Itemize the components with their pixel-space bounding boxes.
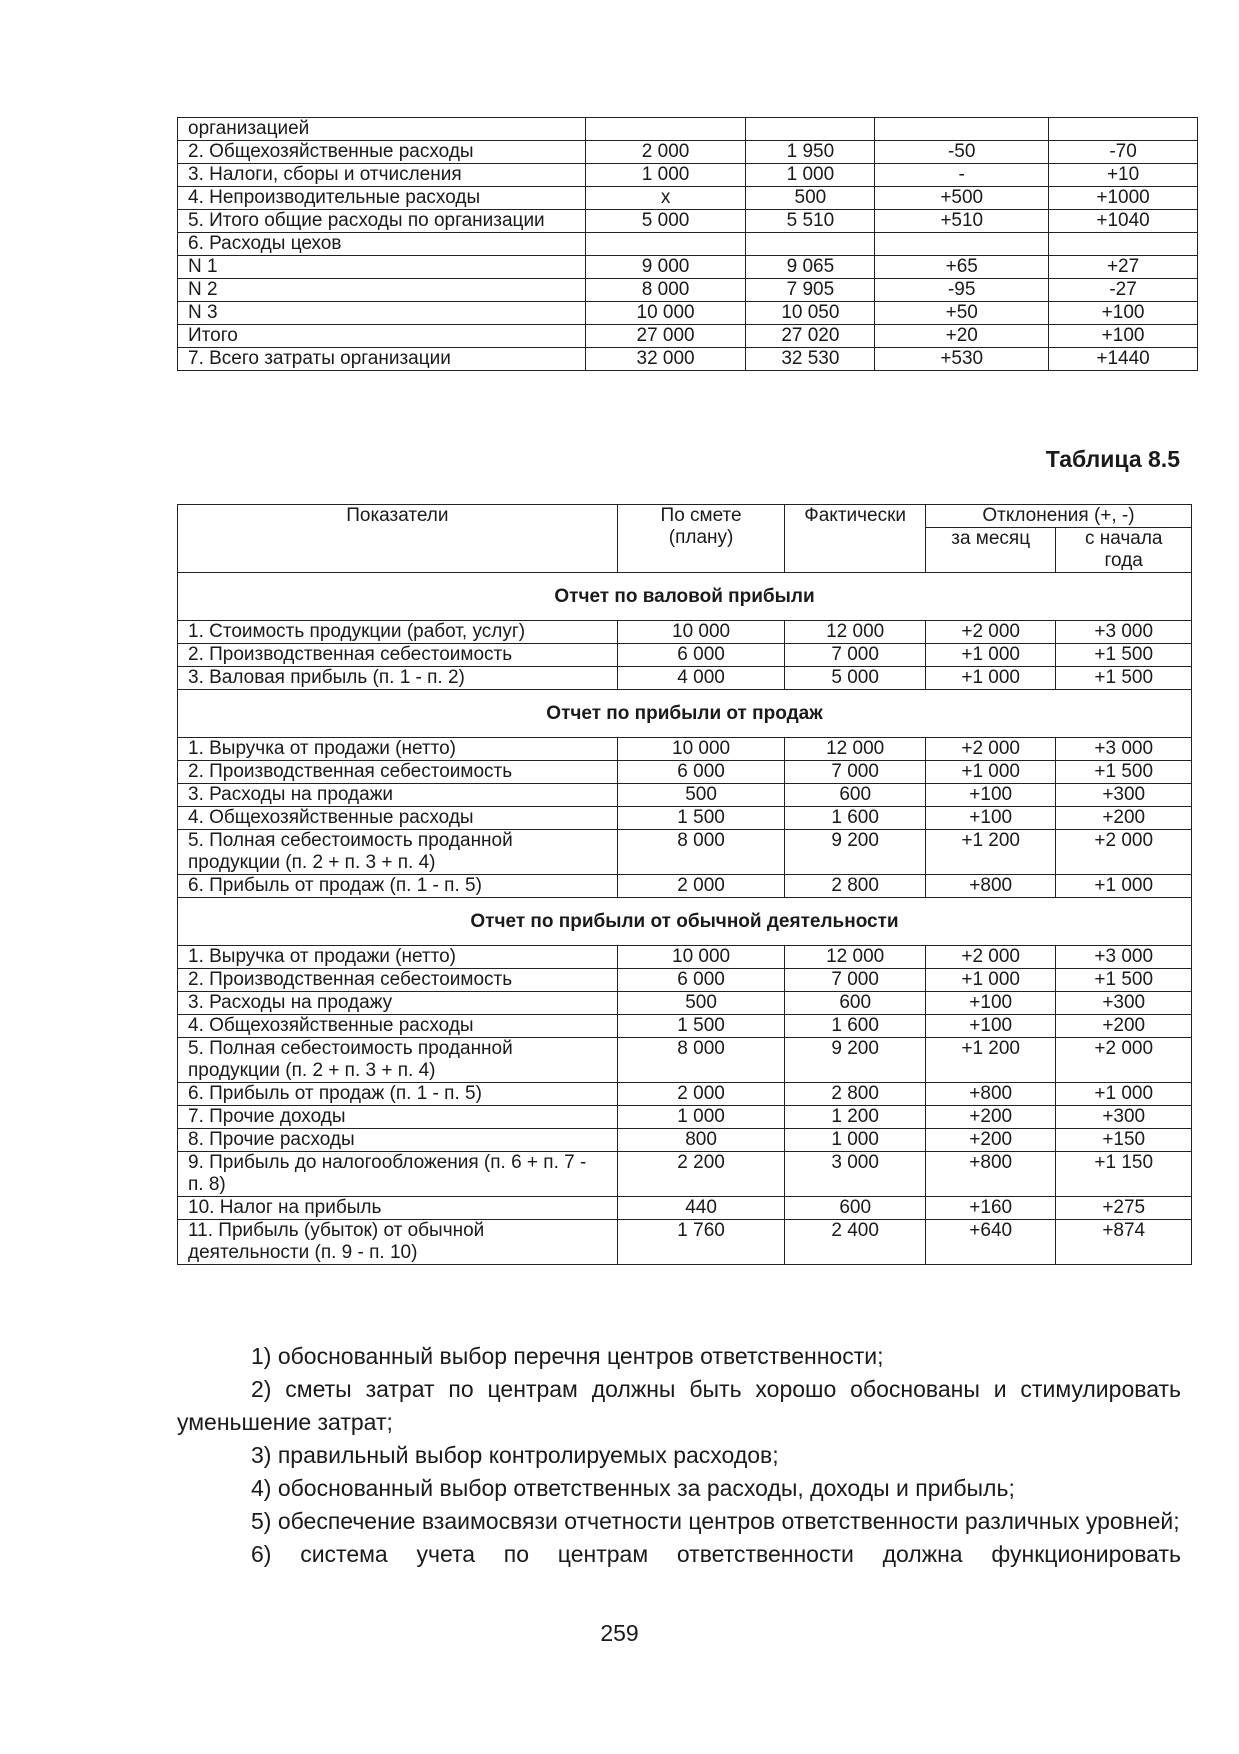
- table-row: [178, 946, 1192, 969]
- row-value: 1 950: [746, 141, 875, 164]
- row-label: 4. Непроизводительные расходы: [178, 187, 586, 210]
- row-value: 2 000: [585, 141, 746, 164]
- row-value: 500: [746, 187, 875, 210]
- row-value: 12 000: [785, 946, 926, 969]
- row-value: +530: [875, 348, 1049, 371]
- row-value: 9 200: [785, 830, 926, 875]
- row-value: [1049, 233, 1198, 256]
- table-row: [178, 325, 1198, 348]
- row-value: +10: [1049, 164, 1198, 187]
- row-label: N 2: [178, 279, 586, 302]
- table-row: [178, 164, 1198, 187]
- section-header-row: [178, 898, 1192, 946]
- row-value: -95: [875, 279, 1049, 302]
- cost-table: [177, 117, 1198, 371]
- row-value: +640: [925, 1220, 1056, 1265]
- row-value: +2 000: [1056, 1038, 1192, 1083]
- row-value: 600: [785, 784, 926, 807]
- row-value: 10 000: [617, 946, 785, 969]
- paragraph-3: 3) правильный выбор контролируемых расходов;: [251, 1442, 779, 1468]
- paragraph-4: 4) обоснованный выбор ответственных за расходы, доходы и прибыль;: [251, 1475, 1015, 1501]
- row-value: 10 000: [617, 738, 785, 761]
- page-number: 259: [600, 1620, 639, 1646]
- row-value: 500: [617, 992, 785, 1015]
- row-label: организацией: [178, 118, 586, 141]
- row-value: 3 000: [785, 1152, 926, 1197]
- table-row: [178, 761, 1192, 784]
- row-value: 1 500: [617, 1015, 785, 1038]
- row-value: 5 510: [746, 210, 875, 233]
- row-label: 3. Налоги, сборы и отчисления: [178, 164, 586, 187]
- row-value: +200: [925, 1129, 1056, 1152]
- row-value: 7 000: [785, 761, 926, 784]
- row-value: 10 000: [585, 302, 746, 325]
- row-value: +100: [925, 1015, 1056, 1038]
- row-value: +160: [925, 1197, 1056, 1220]
- row-value: +2 000: [925, 738, 1056, 761]
- row-value: [585, 233, 746, 256]
- table-row: [178, 875, 1192, 898]
- table-row: [178, 279, 1198, 302]
- row-value: 1 200: [785, 1106, 926, 1129]
- row-label: 1. Выручка от продажи (нетто): [178, 946, 618, 969]
- header-ytd: с начала года: [1056, 528, 1192, 573]
- row-value: +100: [925, 992, 1056, 1015]
- row-label: 4. Общехозяйственные расходы: [178, 807, 618, 830]
- row-value: +1440: [1049, 348, 1198, 371]
- row-value: +1 000: [925, 969, 1056, 992]
- row-value: +200: [1056, 1015, 1192, 1038]
- row-value: 800: [617, 1129, 785, 1152]
- table-row: [178, 1197, 1192, 1220]
- table-row: [178, 118, 1198, 141]
- table-row: [178, 1015, 1192, 1038]
- row-value: 12 000: [785, 621, 926, 644]
- header-row: [178, 505, 1192, 528]
- row-value: 5 000: [785, 667, 926, 690]
- row-value: 1 000: [617, 1106, 785, 1129]
- row-label: 2. Производственная себестоимость: [178, 761, 618, 784]
- paragraph-1: 1) обоснованный выбор перечня центров ответственности;: [251, 1343, 884, 1369]
- row-label: 3. Расходы на продажу: [178, 992, 618, 1015]
- row-value: 440: [617, 1197, 785, 1220]
- row-value: 7 905: [746, 279, 875, 302]
- row-value: +275: [1056, 1197, 1192, 1220]
- row-label: 1. Стоимость продукции (работ, услуг): [178, 621, 618, 644]
- row-value: -: [875, 164, 1049, 187]
- header-plan: По смете (плану): [617, 505, 785, 573]
- row-value: 12 000: [785, 738, 926, 761]
- row-value: 2 200: [617, 1152, 785, 1197]
- row-value: 9 200: [785, 1038, 926, 1083]
- row-value: 7 000: [785, 969, 926, 992]
- row-label: N 3: [178, 302, 586, 325]
- table-row: [178, 621, 1192, 644]
- row-value: 600: [785, 1197, 926, 1220]
- row-value: [746, 233, 875, 256]
- section-title: Отчет по прибыли от обычной деятельности: [178, 898, 1192, 946]
- row-value: +1 500: [1056, 761, 1192, 784]
- row-value: +1 000: [1056, 875, 1192, 898]
- section-title: Отчет по прибыли от продаж: [178, 690, 1192, 738]
- row-value: 8 000: [617, 1038, 785, 1083]
- paragraph-6: 6) система учета по центрам ответственности должна функционировать: [251, 1541, 1181, 1567]
- row-label: 6. Прибыль от продаж (п. 1 - п. 5): [178, 875, 618, 898]
- row-value: 500: [617, 784, 785, 807]
- table-row: [178, 969, 1192, 992]
- row-value: +300: [1056, 992, 1192, 1015]
- table-row: [178, 1038, 1192, 1083]
- row-value: +800: [925, 1152, 1056, 1197]
- row-value: +1 000: [925, 667, 1056, 690]
- profit-report-table: [177, 504, 1192, 1265]
- row-value: 1 600: [785, 1015, 926, 1038]
- table-title: Таблица 8.5: [1045, 446, 1180, 472]
- row-value: +200: [925, 1106, 1056, 1129]
- row-value: +100: [925, 784, 1056, 807]
- row-value: +1040: [1049, 210, 1198, 233]
- row-value: +1 200: [925, 830, 1056, 875]
- profit-report-body: [178, 573, 1192, 1265]
- table-row: [178, 302, 1198, 325]
- row-value: +1 200: [925, 1038, 1056, 1083]
- row-label: 9. Прибыль до налогообложения (п. 6 + п. 7 - п. 8): [178, 1152, 618, 1197]
- row-label: 5. Полная себестоимость проданной продукции (п. 2 + п. 3 + п. 4): [178, 830, 618, 875]
- row-label: 6. Расходы цехов: [178, 233, 586, 256]
- row-value: +100: [1049, 302, 1198, 325]
- table-row: [178, 807, 1192, 830]
- table-row: [178, 141, 1198, 164]
- paragraph-5: 5) обеспечение взаимосвязи отчетности центров ответственности различных уровней;: [251, 1508, 1180, 1534]
- row-value: 7 000: [785, 644, 926, 667]
- header-actual: Фактически: [785, 505, 926, 573]
- row-value: 1 000: [585, 164, 746, 187]
- table-row: [178, 256, 1198, 279]
- row-value: +800: [925, 1083, 1056, 1106]
- row-value: 5 000: [585, 210, 746, 233]
- row-value: 2 400: [785, 1220, 926, 1265]
- row-value: 1 000: [746, 164, 875, 187]
- row-value: +1 500: [1056, 969, 1192, 992]
- row-value: +500: [875, 187, 1049, 210]
- row-value: +1000: [1049, 187, 1198, 210]
- row-value: +2 000: [925, 946, 1056, 969]
- header-month: за месяц: [925, 528, 1056, 573]
- cost-table-body: [178, 118, 1198, 371]
- table-row: [178, 1152, 1192, 1197]
- table-row: [178, 830, 1192, 875]
- table-row: [178, 738, 1192, 761]
- row-value: 2 800: [785, 1083, 926, 1106]
- row-label: 6. Прибыль от продаж (п. 1 - п. 5): [178, 1083, 618, 1106]
- row-label: 5. Итого общие расходы по организации: [178, 210, 586, 233]
- row-label: Итого: [178, 325, 586, 348]
- row-label: 4. Общехозяйственные расходы: [178, 1015, 618, 1038]
- row-value: +1 000: [925, 761, 1056, 784]
- row-value: 9 000: [585, 256, 746, 279]
- row-value: [875, 233, 1049, 256]
- table-row: [178, 187, 1198, 210]
- row-value: +65: [875, 256, 1049, 279]
- table-row: [178, 644, 1192, 667]
- row-value: +200: [1056, 807, 1192, 830]
- row-value: [746, 118, 875, 141]
- row-label: 10. Налог на прибыль: [178, 1197, 618, 1220]
- row-value: +300: [1056, 1106, 1192, 1129]
- row-value: 6 000: [617, 969, 785, 992]
- table-row: [178, 1129, 1192, 1152]
- header-deviations: Отклонения (+, -): [925, 505, 1191, 528]
- row-label: 5. Полная себестоимость проданной продукции (п. 2 + п. 3 + п. 4): [178, 1038, 618, 1083]
- row-value: 32 530: [746, 348, 875, 371]
- row-value: 27 020: [746, 325, 875, 348]
- row-value: 10 050: [746, 302, 875, 325]
- table-row: [178, 992, 1192, 1015]
- row-label: N 1: [178, 256, 586, 279]
- row-value: +1 000: [925, 644, 1056, 667]
- row-value: +2 000: [1056, 830, 1192, 875]
- row-value: 1 500: [617, 807, 785, 830]
- row-value: [875, 118, 1049, 141]
- section-title: Отчет по валовой прибыли: [178, 573, 1192, 621]
- row-label: 2. Производственная себестоимость: [178, 644, 618, 667]
- row-label: 2. Общехозяйственные расходы: [178, 141, 586, 164]
- paragraph-block: [177, 1340, 1181, 1571]
- row-label: 7. Всего затраты организации: [178, 348, 586, 371]
- row-value: [585, 118, 746, 141]
- row-value: 1 000: [785, 1129, 926, 1152]
- row-label: 11. Прибыль (убыток) от обычной деятельности (п. 9 - п. 10): [178, 1220, 618, 1265]
- row-value: -27: [1049, 279, 1198, 302]
- row-value: +100: [1049, 325, 1198, 348]
- row-label: 2. Производственная себестоимость: [178, 969, 618, 992]
- section-header-row: [178, 573, 1192, 621]
- row-value: 2 000: [617, 1083, 785, 1106]
- row-value: +1 500: [1056, 644, 1192, 667]
- row-label: 7. Прочие доходы: [178, 1106, 618, 1129]
- table-row: [178, 210, 1198, 233]
- row-value: +27: [1049, 256, 1198, 279]
- row-value: +300: [1056, 784, 1192, 807]
- row-value: 4 000: [617, 667, 785, 690]
- row-value: +3 000: [1056, 946, 1192, 969]
- row-value: +3 000: [1056, 621, 1192, 644]
- row-value: 6 000: [617, 761, 785, 784]
- row-value: +1 150: [1056, 1152, 1192, 1197]
- row-value: +2 000: [925, 621, 1056, 644]
- table-row: [178, 233, 1198, 256]
- row-value: 1 760: [617, 1220, 785, 1265]
- row-value: 10 000: [617, 621, 785, 644]
- row-value: 6 000: [617, 644, 785, 667]
- row-value: 8 000: [617, 830, 785, 875]
- table-row: [178, 1083, 1192, 1106]
- row-value: 9 065: [746, 256, 875, 279]
- table-row: [178, 1106, 1192, 1129]
- row-label: 3. Расходы на продажи: [178, 784, 618, 807]
- row-value: 600: [785, 992, 926, 1015]
- row-value: +510: [875, 210, 1049, 233]
- row-value: +874: [1056, 1220, 1192, 1265]
- row-value: 32 000: [585, 348, 746, 371]
- table-row: [178, 667, 1192, 690]
- row-value: x: [585, 187, 746, 210]
- row-value: 27 000: [585, 325, 746, 348]
- row-value: 2 800: [785, 875, 926, 898]
- header-indicators: Показатели: [178, 505, 618, 573]
- row-label: 8. Прочие расходы: [178, 1129, 618, 1152]
- row-value: +1 500: [1056, 667, 1192, 690]
- row-value: 8 000: [585, 279, 746, 302]
- table-row: [178, 1220, 1192, 1265]
- row-value: +50: [875, 302, 1049, 325]
- row-value: [1049, 118, 1198, 141]
- row-value: +20: [875, 325, 1049, 348]
- table-row: [178, 348, 1198, 371]
- section-header-row: [178, 690, 1192, 738]
- row-value: 1 600: [785, 807, 926, 830]
- row-value: +800: [925, 875, 1056, 898]
- row-value: +1 000: [1056, 1083, 1192, 1106]
- row-value: +100: [925, 807, 1056, 830]
- row-value: 2 000: [617, 875, 785, 898]
- row-value: +3 000: [1056, 738, 1192, 761]
- row-value: +150: [1056, 1129, 1192, 1152]
- row-label: 3. Валовая прибыль (п. 1 - п. 2): [178, 667, 618, 690]
- table-row: [178, 784, 1192, 807]
- row-value: -70: [1049, 141, 1198, 164]
- paragraph-2: 2) сметы затрат по центрам должны быть хорошо обоснованы и стимулировать уменьшение затрат;: [177, 1376, 1181, 1435]
- row-label: 1. Выручка от продажи (нетто): [178, 738, 618, 761]
- row-value: -50: [875, 141, 1049, 164]
